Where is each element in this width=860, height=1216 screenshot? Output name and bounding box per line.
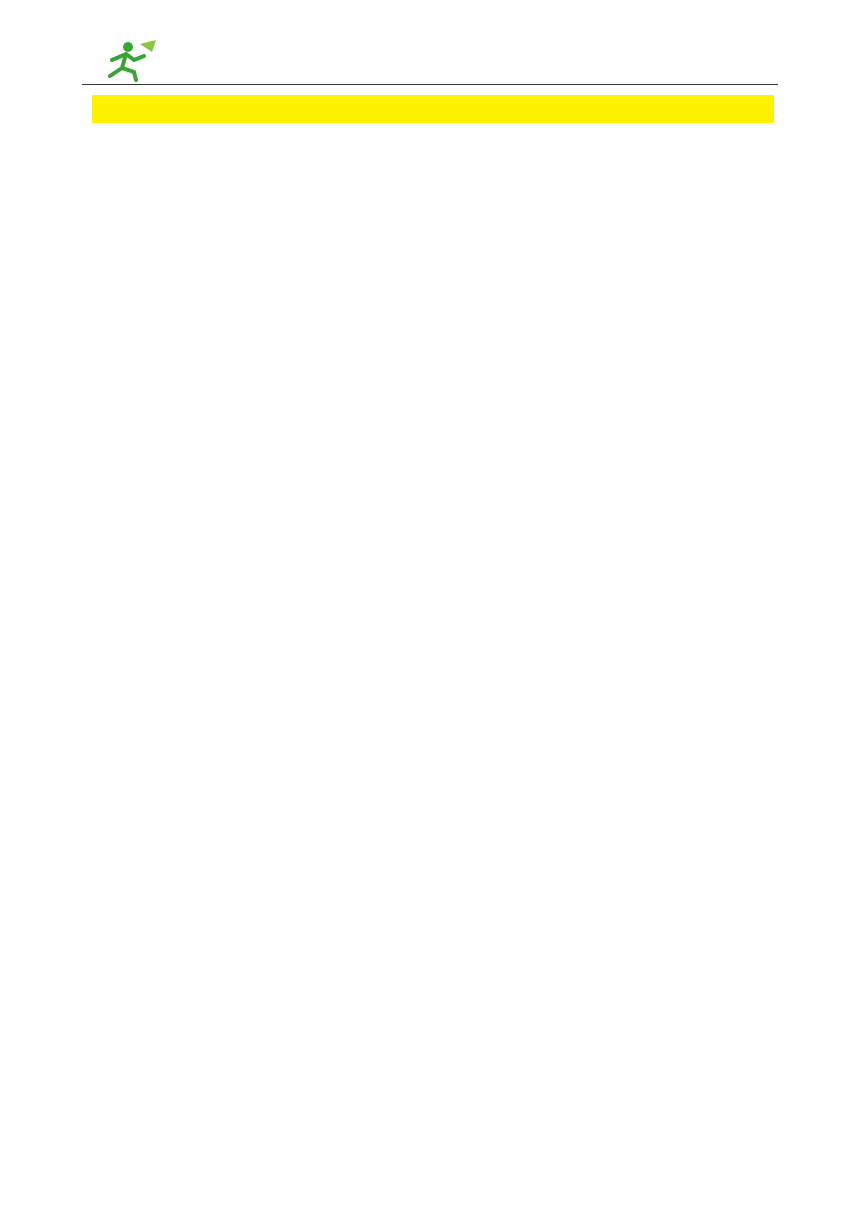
runner-logo-icon: [100, 38, 280, 82]
document-banner-title: [92, 95, 774, 123]
header-divider: [82, 84, 778, 85]
site-logo: [100, 38, 280, 82]
